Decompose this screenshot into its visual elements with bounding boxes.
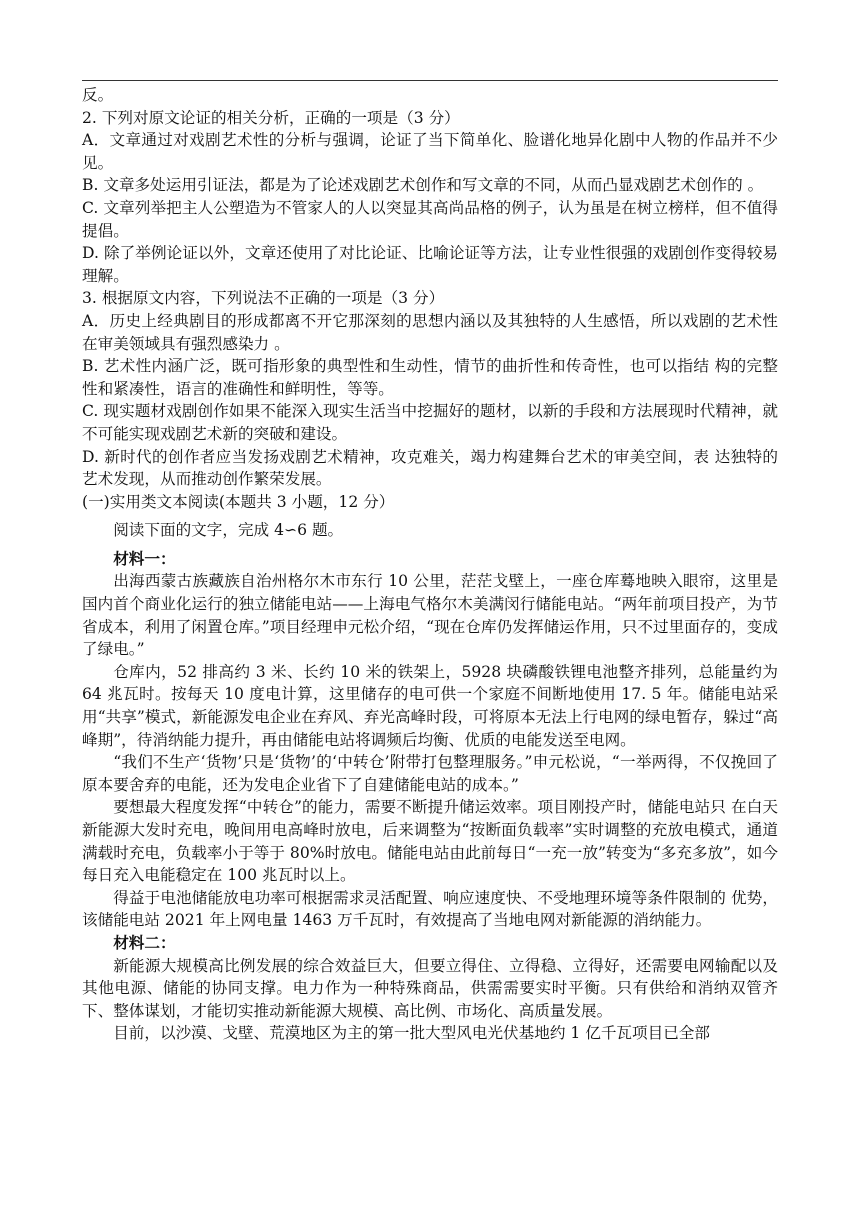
- material-2-paragraph-2: 目前，以沙漠、戈壁、荒漠地区为主的第一批大型风电光伏基地约 1 亿千瓦项目已全部: [113, 1024, 710, 1043]
- material-1-paragraph-2: 仓库内，52 排高约 3 米、长约 10 米的铁架上，5928 块磷酸铁锂电池整齐排列，总能量约为 64 兆瓦时。按每天 10 度电计算，这里储存的电可供一个家庭不间断地使用 17. 5 年。储能电站采用“共享”模式，新能源发电企业在弃风、弃光高峰时段，可将原本无法上行电网的绿电暂存，躲过“高峰期”，待消纳能力提升，再由储能电站将调频后均衡、优质的电能发送至电网。: [82, 662, 778, 749]
- material-1-label: 材料一：: [113, 548, 176, 568]
- question-2-option-a: A．文章通过对戏剧艺术性的分析与强调，论证了当下简单化、脸谱化地异化剧中人物的作品并不少见。: [82, 131, 778, 172]
- section-heading: (一)实用类文本阅读(本题共 3 小题，12 分）: [82, 492, 395, 511]
- question-3-option-c: C. 现实题材戏剧创作如果不能深入现实生活当中挖掘好的题材，以新的手段和方法展现时代精神，就不可能实现戏剧艺术新的突破和建设。: [82, 402, 778, 443]
- question-2-option-c: C. 文章列举把主人公塑造为不管家人的人以突显其高尚品格的例子，认为虽是在树立榜样，但不值得提倡。: [82, 198, 778, 240]
- question-2-option-d: D. 除了举例论证以外，文章还使用了对比论证、比喻论证等方法，让专业性很强的戏剧创作变得较易理解。: [82, 244, 778, 285]
- question-3-option-d: D. 新时代的创作者应当发扬戏剧艺术精神，攻克难关，竭力构建舞台艺术的审美空间，表 达独特的艺术发现，从而推动创作繁荣发展。: [82, 447, 778, 489]
- question-2-stem: 2. 下列对原文论证的相关分析，正确的一项是（3 分）: [82, 108, 460, 127]
- document-body: [82, 84, 778, 1045]
- material-1-paragraph-3: “我们不生产‘货物’只是‘货物’的‘中转仓’附带打包整理服务。”申元松说，“一举两得，不仅挽回了原本要舍弃的电能，还为发电企业省下了自建储能电站的成本。”: [82, 753, 778, 794]
- question-3-option-a: A．历史上经典剧目的形成都离不开它那深刻的思想内涵以及其独特的人生感悟，所以戏剧的艺术性在审美领域具有强烈感染力 。: [82, 311, 778, 353]
- text-line: 反。: [82, 86, 114, 104]
- question-3-option-b: B. 艺术性内涵广泛，既可指形象的典型性和生动性，情节的曲折性和传奇性，也可以指结 构的完整性和紧凑性，语言的准确性和鲜明性，等等。: [82, 357, 778, 398]
- reading-instruction: 阅读下面的文字，完成 4∽6 题。: [113, 521, 344, 540]
- material-1-paragraph-1: 出海西蒙古族藏族自治州格尔木市东行 10 公里，茫茫戈壁上，一座仓库蓦地映入眼帘，这里是国内首个商业化运行的独立储能电站——上海电气格尔木美满闵行储能电站。“两年前项目投产，为节省成本，利用了闲置仓库。”项目经理申元松介绍，“现在仓库仍发挥储运作用，只不过里面存的，变成了绿电。”: [82, 572, 778, 659]
- header-rule: [82, 80, 778, 81]
- material-1-paragraph-4: 要想最大程度发挥“中转仓”的能力，需要不断提升储运效率。项目刚投产时，储能电站只 在白天新能源大发时充电，晚间用电高峰时放电，后来调整为“按断面负载率”实时调整的充放电模式，通道满载时充电，负载率小于等于 80%时放电。储能电站由此前每日“一充一放”转变为“多充多放”，如今每日充入电能稳定在 100 兆瓦时以上。: [82, 798, 778, 885]
- material-2-paragraph-1: 新能源大规模高比例发展的综合效益巨大，但要立得住、立得稳、立得好，还需要电网输配以及其他电源、储能的协同支撑。电力作为一种特殊商品，供需需要实时平衡。只有供给和消纳双管齐下、整体谋划，才能切实推动新能源大规模、高比例、市场化、高质量发展。: [82, 956, 778, 1020]
- question-2-option-b: B. 文章多处运用引证法，都是为了论述戏剧艺术创作和写文章的不同，从而凸显戏剧艺术创作的 。: [82, 176, 764, 195]
- material-1-paragraph-5: 得益于电池储能放电功率可根据需求灵活配置、响应速度快、不受地理环境等条件限制的 优势，该储能电站 2021 年上网电量 1463 万千瓦时，有效提高了当地电网对新能源的消纳能力。: [82, 888, 778, 930]
- question-3-stem: 3. 根据原文内容，下列说法不正确的一项是（3 分）: [82, 289, 445, 308]
- material-2-label: 材料二：: [113, 932, 176, 952]
